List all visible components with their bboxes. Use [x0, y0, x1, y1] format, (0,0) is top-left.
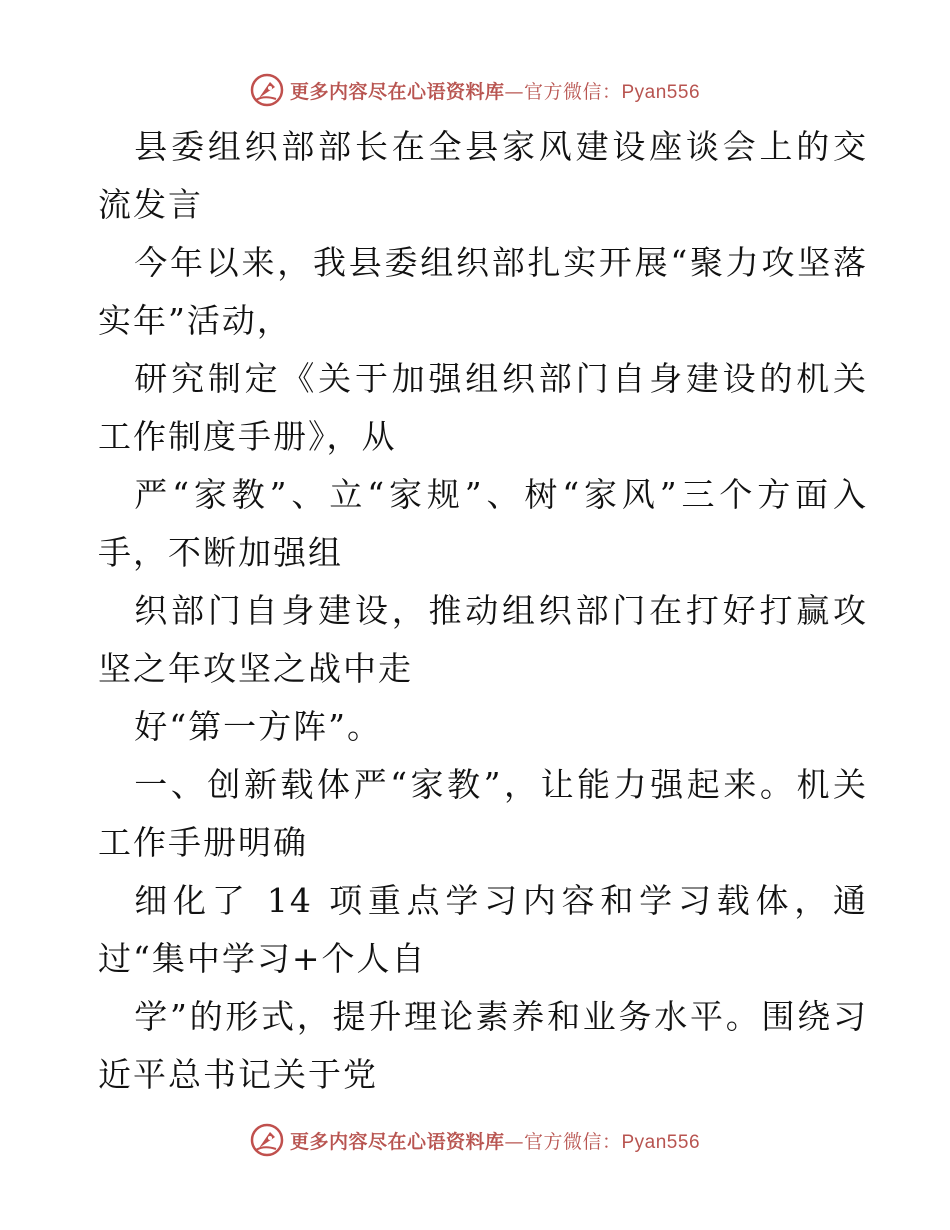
paragraph: 学”的形式，提升理论素养和业务水平。围绕习近平总书记关于党 — [98, 997, 868, 1094]
paragraph: 好“第一方阵”。 — [134, 707, 383, 746]
paragraph: 今年以来，我县委组织部扎实开展“聚力攻坚落实年”活动， — [98, 243, 868, 340]
pen-nib-logo-icon — [250, 1123, 284, 1157]
pen-nib-logo-icon — [250, 73, 284, 107]
paragraph: 细化了 14 项重点学习内容和学习载体，通过“集中学习+个人自 — [98, 881, 868, 978]
document-title: 县委组织部部长在全县家风建设座谈会上的交流发言 — [98, 127, 868, 224]
banner-text: 更多内容尽在心语资料库—官方微信：Pyan556 — [289, 1130, 701, 1153]
header-banner — [0, 70, 950, 110]
paragraph: 严“家教”、立“家规”、树“家风”三个方面入手，不断加强组 — [98, 475, 868, 572]
banner-text: 更多内容尽在心语资料库—官方微信：Pyan556 — [289, 80, 701, 103]
footer-banner — [0, 1120, 950, 1160]
document-body — [98, 118, 868, 1104]
section-heading: 一、创新载体严“家教”，让能力强起来。机关工作手册明确 — [98, 765, 868, 862]
paragraph: 织部门自身建设，推动组织部门在打好打赢攻坚之年攻坚之战中走 — [98, 591, 868, 688]
paragraph: 研究制定《关于加强组织部门自身建设的机关工作制度手册》，从 — [98, 359, 868, 456]
